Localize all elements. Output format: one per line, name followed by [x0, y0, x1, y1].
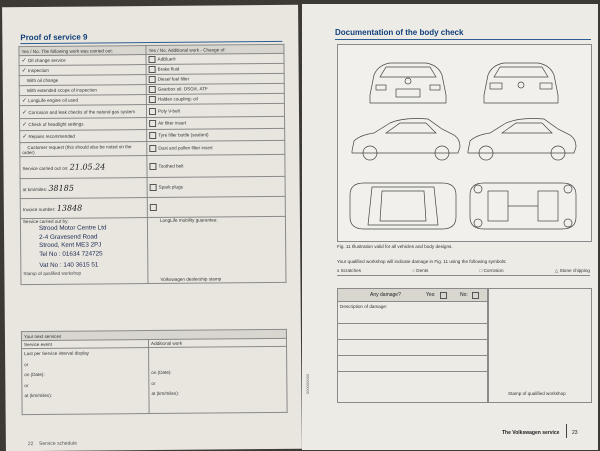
table-row: ✓ Check of headlight settings Air filter insert — [20, 116, 285, 130]
legend-corrosion: □ Corrosion — [479, 268, 504, 273]
no-checkbox[interactable] — [472, 292, 479, 299]
table-row: at km/miles: 38185 Spark plugs — [20, 176, 285, 198]
checkmark-icon: ✓ — [22, 122, 28, 129]
additional-work-label: Additional work — [148, 338, 286, 347]
invoice-number: 13848 — [56, 203, 83, 213]
checkmark-icon: ✓ — [21, 58, 27, 65]
workshop-stamp: Strood Motor Centre Ltd 2-4 Gravesend Road Strood, Kent ME3 2PJ Tel No : 01634 724725 Vat No : 140 3615 51 — [38, 224, 107, 269]
car-diagram — [337, 44, 592, 242]
checkmark-icon: ✓ — [21, 68, 27, 75]
table-row: Invoice number: 13848 — [20, 196, 285, 218]
divider — [337, 275, 590, 276]
left-page — [2, 5, 302, 451]
checkmark-icon: ✓ — [21, 109, 28, 116]
title-rule — [335, 39, 591, 40]
side-code: 000000000 — [305, 373, 310, 394]
page-number: 23 — [572, 430, 578, 436]
table-row: ✓ Corrosion and leak checks of the natural gas system Poly V-belt — [19, 103, 284, 118]
service-date: 21.05.24 — [69, 162, 106, 172]
stamp-box — [487, 288, 592, 403]
right-page — [302, 4, 598, 450]
page-footer-text: The Volkswagen service — [502, 430, 560, 436]
page-title: Documentation of the body check — [335, 28, 464, 37]
service-event-label: Service event — [21, 340, 148, 349]
table-row: ✓ LongLife engine oil used Haldex coupling: oil — [19, 93, 284, 105]
col-header-work: Yes / No. The following work was carried out: — [19, 46, 146, 56]
table-row: Customer request (this should also be noted on the order) Dust and pollen filter insert — [20, 140, 285, 156]
next-services-title: Your next services — [21, 329, 286, 340]
page-footer: 22 Service schedule — [27, 440, 78, 448]
table-row: Service carried out on: 21.05.24 Toothed belt — [20, 154, 285, 178]
legend-dents: ○ Dents — [412, 268, 429, 273]
any-damage-row: Any damage? Yes: No: — [338, 289, 488, 302]
description-label: Description of damage: — [340, 304, 388, 309]
checkmark-icon: ✓ — [22, 134, 28, 141]
legend-stone-chipping: △ Stone chipping — [554, 268, 590, 273]
col-header-additional: Yes / No. Additional work - Change of: — [146, 44, 284, 54]
symbol-legend — [337, 268, 590, 274]
mileage-value: 38185 — [48, 183, 74, 193]
damage-box — [337, 288, 489, 403]
table-row: ✓ Repairs recommended Tyre filler bottle (sealant) — [20, 128, 285, 142]
dealership-stamp-label: Volkswagen dealership stamp — [160, 276, 222, 282]
table-row: ✓ Oil change service AdBlue® — [19, 53, 284, 65]
stamp-caption: Stamp of qualified workshop — [508, 391, 566, 396]
carried-by-label: Service carried out by: — [22, 218, 69, 225]
stamp-caption: Stamp of qualified workshop — [23, 270, 82, 276]
footer-divider — [566, 424, 567, 438]
page-title: Proof of service 9 — [20, 32, 88, 43]
table-row: With extended scope of inspection Gearbox oil: DSG®, ATF — [19, 83, 284, 95]
figure-caption: Fig. 11 Illustration valid for all vehicles and body designs. — [337, 244, 453, 249]
table-row: ✓ Inspection Brake fluid — [19, 63, 284, 75]
next-services-table: Your next services Service event Additional work Last per Service interval display or on (Date): or at (km/miles): on (Date): or at (km/miles): — [21, 329, 288, 415]
service-table — [18, 44, 286, 285]
table-row: With oil change Diesel fuel filter — [19, 73, 284, 85]
checkmark-icon: ✓ — [21, 98, 27, 105]
mobility-label: LongLife mobility guarantee: — [159, 217, 218, 223]
table-row — [20, 216, 286, 284]
legend-scratches: x Scratches — [337, 268, 361, 273]
car-outline-image — [338, 45, 591, 241]
yes-checkbox[interactable] — [440, 292, 447, 299]
instruction-text: Your qualified workshop will indicate damage in Fig. 11 using the following symbols: — [337, 259, 507, 264]
